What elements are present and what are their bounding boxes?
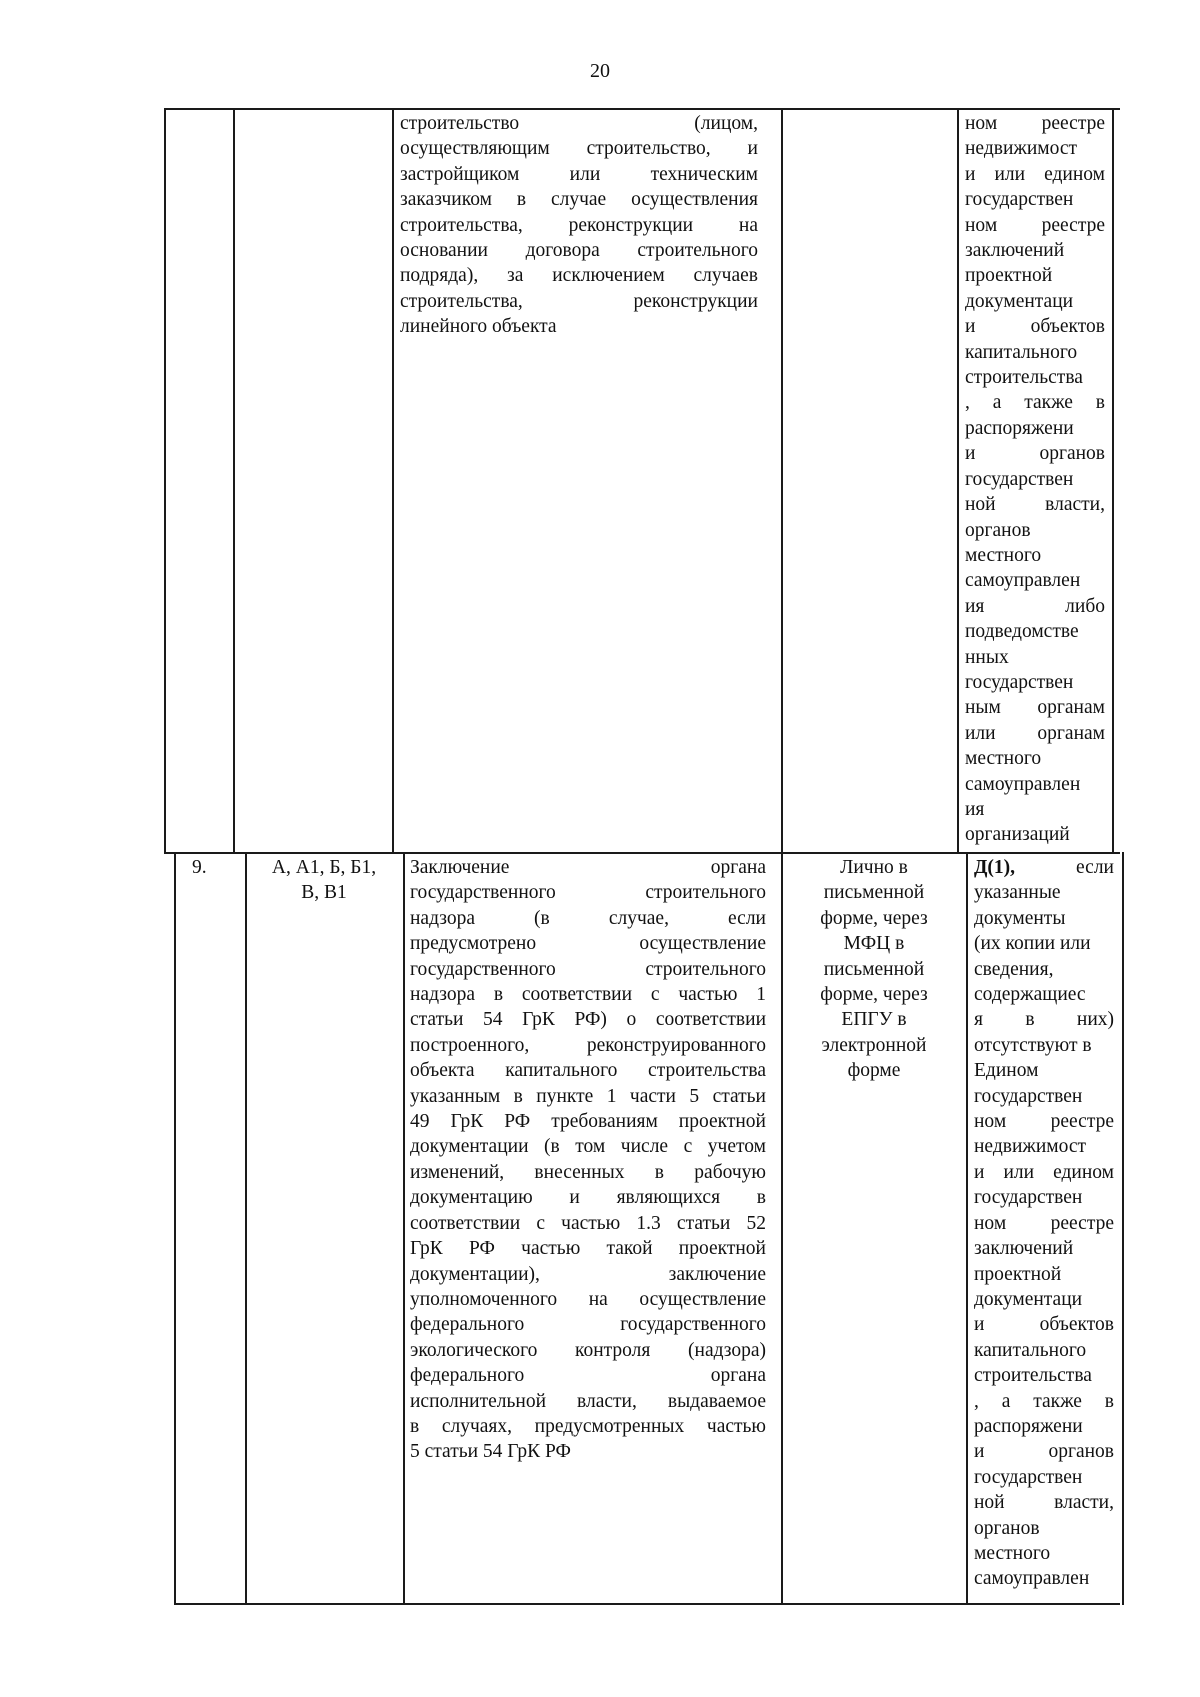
text-line: форме, через (820, 907, 928, 929)
text-line: 5 статьи 54 ГрК РФ (410, 1441, 571, 1463)
text-line: федерального органа (410, 1365, 766, 1387)
text-line: нных (965, 646, 1009, 668)
text-line: подряда), за исключением случаев (400, 265, 758, 287)
text-line: письменной (823, 882, 925, 904)
text-line: и объектов (965, 316, 1105, 338)
text-line: строительства, реконструкции (400, 290, 758, 312)
text-line: государствен (974, 1085, 1083, 1107)
text-line: государствен (965, 468, 1074, 490)
text-line: 49 ГрК РФ требованиям проектной (410, 1111, 766, 1133)
text-line: строительство (лицом, (400, 113, 758, 134)
text-line: ном реестре (974, 1212, 1114, 1234)
text-line: линейного объекта (400, 316, 557, 338)
text-line: форме (847, 1060, 901, 1082)
text-line: самоуправлен (965, 570, 1081, 592)
text-line: Едином (974, 1060, 1039, 1082)
text-line: органов (974, 1517, 1040, 1539)
text-line: предусмотрено осуществление (410, 933, 766, 955)
text-line: Заключение органа (410, 857, 766, 878)
text-line: ном реестре (965, 113, 1105, 134)
text-line: строительства (965, 367, 1083, 389)
text-line: государствен (974, 1466, 1083, 1488)
text-line: проектной (974, 1263, 1062, 1285)
text-line: государственного строительного (410, 958, 766, 980)
text-line: и или едином (974, 1161, 1114, 1183)
text-line: письменной (823, 958, 925, 980)
text-line: документацию и являющихся в (410, 1187, 766, 1209)
text-line: изменений, внесенных в рабочую (410, 1161, 766, 1183)
text-line: указанные (974, 882, 1061, 904)
text-line: заключений (974, 1238, 1074, 1260)
text-line: проектной (965, 265, 1053, 287)
condition-first-line (974, 855, 1114, 880)
row-number-cell (182, 855, 242, 880)
text-line: документаци (974, 1288, 1083, 1310)
text-line: ия либо (965, 595, 1105, 617)
text-line: надзора в соответствии с частью 1 (410, 984, 766, 1006)
text-line: заказчиком в случае осуществления (400, 189, 758, 211)
text-line: и или едином (965, 163, 1105, 185)
text-line: строительства (974, 1365, 1092, 1387)
text-line: местного (974, 1542, 1051, 1564)
text-line: надзора (в случае, если (410, 907, 766, 929)
text-line: ном реестре (974, 1111, 1114, 1133)
text-line: местного (965, 544, 1042, 566)
text-line: экологического контроля (надзора) (410, 1339, 766, 1361)
text-line: капитального (974, 1339, 1087, 1361)
text-line: недвижимост (974, 1136, 1087, 1158)
text-line: застройщиком или техническим (400, 163, 758, 185)
submission-method-cell (786, 855, 962, 1084)
text-line: документы (974, 907, 1066, 929)
text-line: ным органам (965, 697, 1105, 719)
text-line: МФЦ в (843, 933, 905, 955)
categories-cell (250, 855, 398, 906)
text-line: строительства, реконструкции на (400, 214, 758, 236)
text-line: государствен (974, 1187, 1083, 1209)
text-line: ном реестре (965, 214, 1105, 236)
text-line: ГрК РФ частью такой проектной (410, 1238, 766, 1260)
text-line: документации), заключение (410, 1263, 766, 1285)
text-line: осуществляющим строительство, и (400, 138, 758, 160)
text-line: А, А1, Б, Б1, (271, 857, 377, 878)
text-line: и органов (965, 443, 1105, 465)
text-line: заключений (965, 240, 1065, 262)
text-line: В, В1 (301, 882, 347, 904)
text-line: капитального (965, 341, 1078, 363)
text-line: ия (965, 798, 985, 820)
text-line: и органов (974, 1441, 1114, 1463)
text-line: сведения, (974, 958, 1054, 980)
text-line: соответствии с частью 1.3 статьи 52 (410, 1212, 766, 1234)
text-line: местного (965, 748, 1042, 770)
continued-description-cell (400, 111, 758, 340)
text-line: ной власти, (965, 494, 1105, 516)
text-line: распоряжени (965, 417, 1074, 439)
text-line: государствен (965, 671, 1074, 693)
text-line: документации (в том числе с учетом (410, 1136, 766, 1158)
text-line: я в них) (974, 1009, 1114, 1031)
page-number: 20 (590, 60, 610, 82)
text-line: органов (965, 519, 1031, 541)
continued-condition-cell (965, 111, 1105, 848)
text-line: государственного строительного (410, 882, 766, 904)
text-line: подведомстве (965, 621, 1079, 643)
text-line: государствен (965, 189, 1074, 211)
text-line: распоряжени (974, 1415, 1083, 1437)
text-line: содержащиес (974, 984, 1086, 1006)
text-line: организаций (965, 824, 1070, 846)
text-line: исполнительной власти, выдаваемое (410, 1390, 766, 1412)
text-line: уполномоченного на осуществление (410, 1288, 766, 1310)
text-line: документаци (965, 290, 1074, 312)
text-line: или органам (965, 722, 1105, 744)
condition-cell (974, 855, 1114, 1592)
text-line: ной власти, (974, 1492, 1114, 1514)
text-line: построенного, реконструированного (410, 1034, 766, 1056)
condition-code: Д(1), (974, 857, 1016, 878)
text-line: самоуправлен (974, 1568, 1090, 1590)
text-line: недвижимост (965, 138, 1078, 160)
text-line: основании договора строительного (400, 240, 758, 262)
text-line: объекта капитального строительства (410, 1060, 766, 1082)
text-line: , а также в (974, 1390, 1114, 1412)
row-number: 9. (192, 857, 207, 878)
text-line: федерального государственного (410, 1314, 766, 1336)
text-line: указанным в пункте 1 части 5 статьи (410, 1085, 766, 1107)
text-line: , а также в (965, 392, 1105, 414)
text-line: Лично в (840, 857, 908, 878)
text-line: ЕПГУ в (841, 1009, 907, 1031)
condition-first-rest: если (1076, 857, 1114, 878)
text-line: форме, через (820, 984, 928, 1006)
text-line: отсутствуют в (974, 1034, 1092, 1056)
text-line: в случаях, предусмотренных частью (410, 1415, 766, 1437)
text-line: электронной (821, 1034, 927, 1056)
text-line: (их копии или (974, 933, 1091, 955)
text-line: статьи 54 ГрК РФ) о соответствии (410, 1009, 766, 1031)
description-cell (410, 855, 766, 1465)
text-line: самоуправлен (965, 773, 1081, 795)
text-line: и объектов (974, 1314, 1114, 1336)
